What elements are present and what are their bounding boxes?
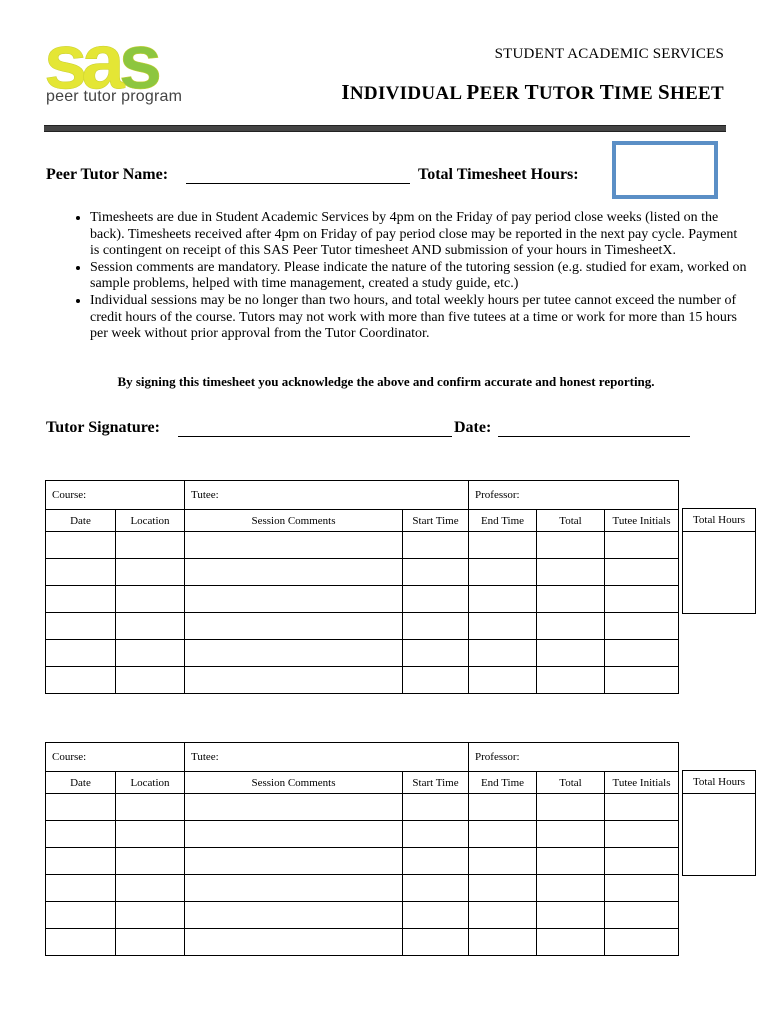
title-rest: IME [614, 83, 653, 104]
entry-cell[interactable] [469, 902, 537, 929]
logo-subtitle: peer tutor program [46, 88, 183, 105]
column-header: End Time [469, 510, 537, 532]
entry-cell[interactable] [469, 875, 537, 902]
title-rest: UTOR [538, 83, 595, 104]
entry-cell[interactable] [185, 532, 403, 559]
entry-cell[interactable] [403, 667, 469, 694]
entry-cell[interactable] [185, 794, 403, 821]
table-row [46, 821, 679, 848]
entry-cell[interactable] [46, 613, 116, 640]
professor-field[interactable]: Professor: [469, 743, 679, 772]
entry-cell[interactable] [537, 640, 605, 667]
signature-field[interactable] [178, 436, 452, 437]
entry-cell[interactable] [116, 532, 185, 559]
tutor-name-field[interactable] [186, 183, 410, 184]
logo-letters-text: sas [44, 30, 157, 94]
entry-cell[interactable] [605, 613, 679, 640]
entry-cell[interactable] [116, 821, 185, 848]
table-row [46, 929, 679, 956]
column-header: Date [46, 510, 116, 532]
entry-cell[interactable] [403, 794, 469, 821]
entry-cell[interactable] [469, 848, 537, 875]
entry-cell[interactable] [605, 821, 679, 848]
professor-field[interactable]: Professor: [469, 481, 679, 510]
entry-cell[interactable] [46, 640, 116, 667]
entry-cell[interactable] [537, 559, 605, 586]
entry-cell[interactable] [185, 586, 403, 613]
entry-cell[interactable] [537, 929, 605, 956]
total-hours-box[interactable] [682, 770, 756, 876]
entry-cell[interactable] [46, 586, 116, 613]
rule-item: • Session comments are mandatory. Please indicate the nature of the tutoring session (e.g. studied for exam, worked on sample problems, helped with time management, created a study guide, etc.) [90, 260, 750, 293]
entry-cell[interactable] [469, 667, 537, 694]
column-header: Tutee Initials [605, 510, 679, 532]
entry-cell[interactable] [403, 640, 469, 667]
total-hours-value[interactable] [683, 532, 755, 613]
entry-cell[interactable] [46, 794, 116, 821]
column-header: Tutee Initials [605, 772, 679, 794]
entry-cell[interactable] [403, 586, 469, 613]
entry-cell[interactable] [605, 532, 679, 559]
table-row [46, 640, 679, 667]
entry-cell[interactable] [185, 929, 403, 956]
table-row [46, 559, 679, 586]
table-row [46, 848, 679, 875]
entry-cell[interactable] [46, 902, 116, 929]
entry-cell[interactable] [537, 794, 605, 821]
entry-cell[interactable] [403, 532, 469, 559]
entry-cell[interactable] [46, 875, 116, 902]
entry-cell[interactable] [116, 559, 185, 586]
tutee-field[interactable]: Tutee: [185, 743, 469, 772]
entry-cell[interactable] [605, 586, 679, 613]
entry-cell[interactable] [46, 667, 116, 694]
table-row [46, 613, 679, 640]
entry-cell[interactable] [537, 586, 605, 613]
entry-cell[interactable] [116, 875, 185, 902]
column-header: Session Comments [185, 510, 403, 532]
entry-cell[interactable] [403, 821, 469, 848]
entry-cell[interactable] [469, 640, 537, 667]
table-row [46, 586, 679, 613]
header-divider [44, 125, 726, 132]
signature-label: Tutor Signature: [46, 419, 160, 436]
column-header: Start Time [403, 772, 469, 794]
entry-cell[interactable] [185, 902, 403, 929]
entry-cell[interactable] [116, 667, 185, 694]
table-row [46, 532, 679, 559]
entry-cell[interactable] [185, 821, 403, 848]
entry-cell[interactable] [469, 559, 537, 586]
entry-cell[interactable] [605, 929, 679, 956]
entry-cell[interactable] [537, 532, 605, 559]
entry-cell[interactable] [46, 559, 116, 586]
entry-cell[interactable] [537, 821, 605, 848]
sas-logo [44, 30, 184, 94]
page-title [341, 80, 724, 105]
table-row [46, 902, 679, 929]
date-label: Date: [454, 419, 492, 436]
table-row [46, 875, 679, 902]
entry-cell[interactable] [605, 902, 679, 929]
entry-cell[interactable] [469, 613, 537, 640]
title-initial: T [524, 80, 539, 104]
column-header: Start Time [403, 510, 469, 532]
entry-cell[interactable] [537, 613, 605, 640]
entry-cell[interactable] [469, 929, 537, 956]
entry-cell[interactable] [537, 902, 605, 929]
entry-cell[interactable] [605, 640, 679, 667]
total-hours-box[interactable] [682, 508, 756, 614]
session-log-table [45, 742, 679, 956]
column-header: Total [537, 772, 605, 794]
course-field[interactable]: Course: [46, 481, 185, 510]
entry-cell[interactable] [403, 559, 469, 586]
total-hours-value[interactable] [683, 794, 755, 875]
entry-cell[interactable] [185, 875, 403, 902]
title-initial: P [466, 80, 480, 104]
entry-cell[interactable] [469, 532, 537, 559]
column-header: Session Comments [185, 772, 403, 794]
column-header: End Time [469, 772, 537, 794]
table-row [46, 794, 679, 821]
entry-cell[interactable] [469, 586, 537, 613]
title-initial: S [658, 80, 670, 104]
entry-cell[interactable] [185, 559, 403, 586]
tutor-name-label: Peer Tutor Name: [46, 166, 169, 183]
entry-cell[interactable] [605, 559, 679, 586]
entry-cell[interactable] [116, 929, 185, 956]
entry-cell[interactable] [46, 821, 116, 848]
title-initial: I [341, 80, 350, 104]
entry-cell[interactable] [185, 613, 403, 640]
entry-cell[interactable] [46, 848, 116, 875]
entry-cell[interactable] [537, 848, 605, 875]
title-rest: HEET [670, 83, 724, 104]
rule-item: • Timesheets are due in Student Academic Services by 4pm on the Friday of pay period close weeks (listed on the back). Timesheets received after 4pm on Friday of pay period close may be reported in the next pay cycle. Payment is contingent on receipt of this SAS Peer Tutor timesheet AND submission of your hours in TimesheetX. [90, 210, 750, 260]
column-header: Total [537, 510, 605, 532]
entry-cell[interactable] [185, 667, 403, 694]
entry-cell[interactable] [403, 929, 469, 956]
entry-cell[interactable] [116, 848, 185, 875]
entry-cell[interactable] [116, 794, 185, 821]
acknowledgement: By signing this timesheet you acknowledge the above and confirm accurate and honest reporting. [117, 374, 655, 389]
entry-cell[interactable] [116, 640, 185, 667]
date-field[interactable] [498, 436, 690, 437]
column-header: Location [116, 772, 185, 794]
total-hours-label: Total Timesheet Hours: [418, 166, 579, 183]
entry-cell[interactable] [185, 640, 403, 667]
tutee-field[interactable]: Tutee: [185, 481, 469, 510]
organization-name: STUDENT ACADEMIC SERVICES [494, 46, 724, 62]
entry-cell[interactable] [605, 848, 679, 875]
entry-cell[interactable] [185, 848, 403, 875]
rules-list [66, 210, 750, 343]
column-header: Date [46, 772, 116, 794]
column-header: Location [116, 510, 185, 532]
title-rest: NDIVIDUAL [349, 83, 462, 104]
entry-cell[interactable] [403, 848, 469, 875]
entry-cell[interactable] [46, 532, 116, 559]
entry-cell[interactable] [116, 613, 185, 640]
total-hours-field[interactable] [612, 141, 718, 199]
entry-cell[interactable] [469, 821, 537, 848]
entry-cell[interactable] [403, 902, 469, 929]
table-row [46, 667, 679, 694]
title-initial: T [599, 80, 615, 104]
title-rest: EER [479, 83, 520, 104]
entry-cell[interactable] [537, 875, 605, 902]
entry-cell[interactable] [469, 794, 537, 821]
entry-cell[interactable] [116, 902, 185, 929]
course-field[interactable]: Course: [46, 743, 185, 772]
session-log-table [45, 480, 679, 694]
entry-cell[interactable] [403, 875, 469, 902]
total-hours-header: Total Hours [683, 771, 755, 794]
total-hours-header: Total Hours [683, 509, 755, 532]
entry-cell[interactable] [116, 586, 185, 613]
entry-cell[interactable] [605, 667, 679, 694]
entry-cell[interactable] [605, 875, 679, 902]
entry-cell[interactable] [403, 613, 469, 640]
entry-cell[interactable] [46, 929, 116, 956]
entry-cell[interactable] [605, 794, 679, 821]
rule-item: • Individual sessions may be no longer than two hours, and total weekly hours per tutee cannot exceed the number of credit hours of the course. Tutors may not work with more than five tutees at a time or work for more than 15 hours per week without prior approval from the Tutor Coordinator. [90, 293, 750, 343]
entry-cell[interactable] [537, 667, 605, 694]
